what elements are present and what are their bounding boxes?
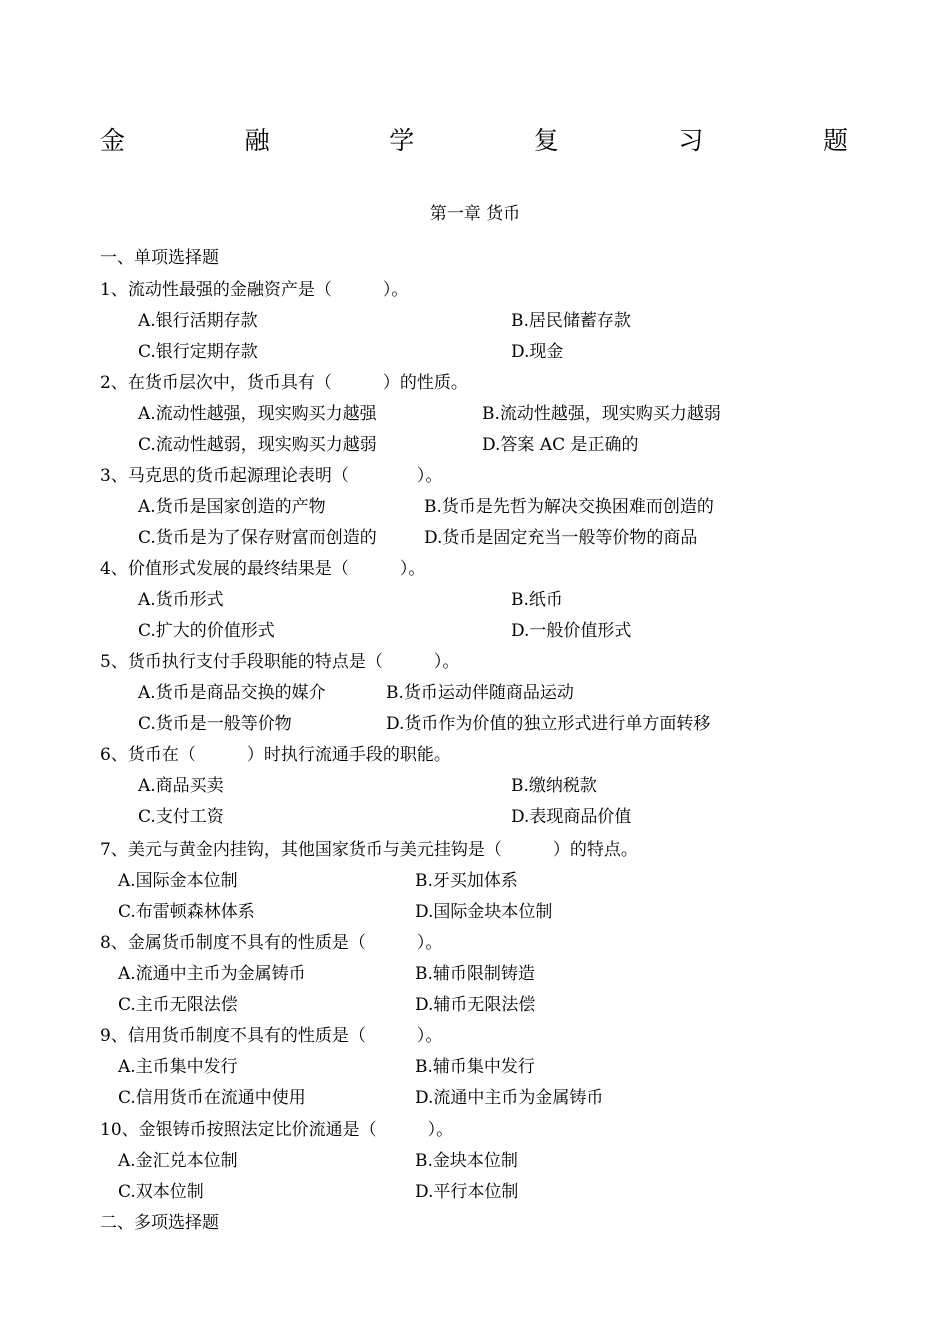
- option-a: A.流动性越强，现实购买力越强: [138, 404, 377, 424]
- option-b: B.金块本位制: [415, 1151, 518, 1171]
- question-stem: 3、马克思的货币起源理论表明（ ）。: [100, 466, 443, 486]
- question-stem: 2、在货币层次中，货币具有（ ）的性质。: [100, 373, 468, 393]
- document-title: [100, 124, 848, 158]
- option-c: C.信用货币在流通中使用: [118, 1088, 306, 1108]
- option-c: C.货币是一般等价物: [138, 714, 292, 734]
- option-a: A.货币是国家创造的产物: [138, 497, 326, 517]
- title-char: 题: [822, 126, 848, 155]
- option-a: A.货币形式: [138, 590, 224, 610]
- question-stem: 4、价值形式发展的最终结果是（ ）。: [100, 559, 426, 579]
- option-b: B.缴纳税款: [511, 776, 597, 796]
- option-d: D.货币作为价值的独立形式进行单方面转移: [386, 714, 711, 734]
- option-b: B.居民储蓄存款: [511, 311, 631, 331]
- option-a: A.银行活期存款: [138, 311, 258, 331]
- title-char: 学: [389, 126, 415, 155]
- option-a: A.商品买卖: [138, 776, 224, 796]
- question-stem: 1、流动性最强的金融资产是（ ）。: [100, 280, 409, 300]
- option-b: B.货币运动伴随商品运动: [386, 683, 574, 703]
- option-a: A.货币是商品交换的媒介: [138, 683, 326, 703]
- option-c: C.支付工资: [138, 807, 224, 827]
- option-b: B.货币是先哲为解决交换困难而创造的: [424, 497, 714, 517]
- option-b: B.辅币集中发行: [415, 1057, 535, 1077]
- section-heading-multiple-choice: 二、多项选择题: [100, 1213, 219, 1233]
- option-d: D.货币是固定充当一般等价物的商品: [424, 528, 698, 548]
- option-b: B.纸币: [511, 590, 563, 610]
- title-char: 融: [244, 126, 270, 155]
- option-d: D.平行本位制: [415, 1182, 519, 1202]
- option-d: D.答案 AC 是正确的: [482, 435, 639, 455]
- option-c: C.扩大的价值形式: [138, 621, 275, 641]
- question-stem: 8、金属货币制度不具有的性质是（ ）。: [100, 933, 443, 953]
- title-char: 复: [533, 126, 559, 155]
- option-b: B.牙买加体系: [415, 871, 518, 891]
- option-d: D.流通中主币为金属铸币: [415, 1088, 604, 1108]
- option-c: C.货币是为了保存财富而创造的: [138, 528, 377, 548]
- question-stem: 5、货币执行支付手段职能的特点是（ ）。: [100, 652, 460, 672]
- option-c: C.双本位制: [118, 1182, 204, 1202]
- option-a: A.流通中主币为金属铸币: [118, 964, 306, 984]
- option-a: A.国际金本位制: [118, 871, 238, 891]
- option-c: C.布雷顿森林体系: [118, 902, 255, 922]
- option-a: A.主币集中发行: [118, 1057, 238, 1077]
- option-b: B.流动性越强，现实购买力越弱: [482, 404, 721, 424]
- option-d: D.一般价值形式: [511, 621, 632, 641]
- chapter-title: 第一章 货币: [429, 204, 521, 224]
- option-c: C.流动性越弱，现实购买力越弱: [138, 435, 377, 455]
- option-d: D.表现商品价值: [511, 807, 632, 827]
- question-stem: 6、货币在（ ）时执行流通手段的职能。: [100, 745, 451, 765]
- option-d: D.现金: [511, 342, 564, 362]
- option-a: A.金汇兑本位制: [118, 1151, 238, 1171]
- option-c: C.主币无限法偿: [118, 995, 238, 1015]
- option-d: D.国际金块本位制: [415, 902, 553, 922]
- title-char: 金: [100, 126, 126, 155]
- question-stem: 9、信用货币制度不具有的性质是（ ）。: [100, 1026, 443, 1046]
- option-c: C.银行定期存款: [138, 342, 258, 362]
- question-stem: 10、金银铸币按照法定比价流通是（ ）。: [100, 1120, 454, 1140]
- question-stem: 7、美元与黄金内挂钩，其他国家货币与美元挂钩是（ ）的特点。: [100, 840, 638, 860]
- title-char: 习: [678, 126, 704, 155]
- section-heading-single-choice: 一、单项选择题: [100, 248, 219, 268]
- option-d: D.辅币无限法偿: [415, 995, 536, 1015]
- option-b: B.辅币限制铸造: [415, 964, 535, 984]
